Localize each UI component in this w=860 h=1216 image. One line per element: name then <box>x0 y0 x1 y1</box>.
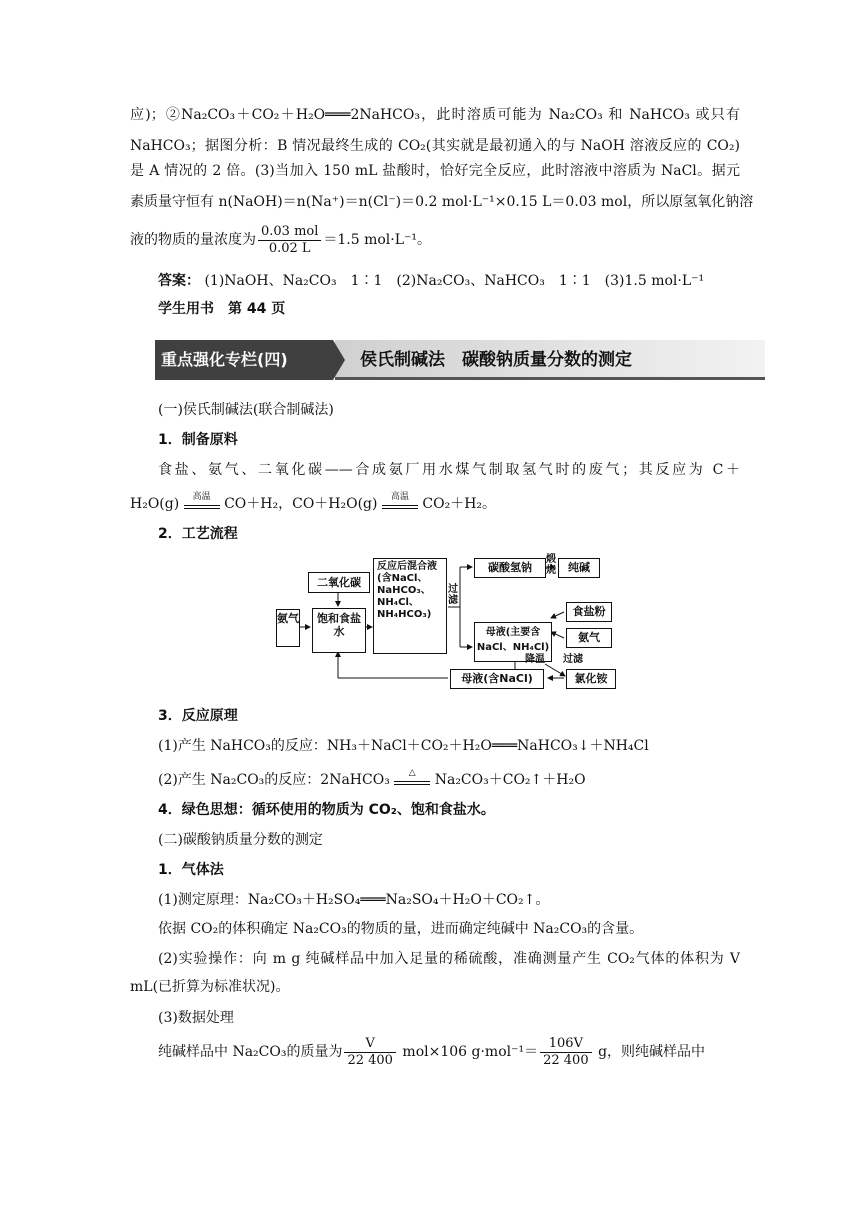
mother-liquor-nacl-box: 母液(含NaCl) <box>450 669 544 689</box>
equation-line: (1)产生 NaHCO₃的反应：NH₃＋NaCl＋CO₂＋H₂O═══NaHCO₃↓＋NH₄Cl <box>158 738 649 754</box>
paragraph-line <box>130 222 740 258</box>
equals-bar <box>382 505 418 506</box>
brine-box: 饱和食盐水 <box>312 608 366 653</box>
text-segment: (2)产生 Na₂CO₃的反应：2NaHCO₃ <box>158 772 390 788</box>
equals-bar <box>184 508 220 509</box>
paragraph-line: 依据 CO₂的体积确定 Na₂CO₃的物质的量，进而确定纯碱中 Na₂CO₃的含量。 <box>158 921 644 937</box>
fraction-numerator: V <box>344 1036 396 1053</box>
nh4cl-box: 氯化铵 <box>566 669 616 689</box>
answer-line <box>158 271 738 291</box>
paragraph-line <box>158 800 768 820</box>
paragraph-line: (2)实验操作：向 m g 纯碱样品中加入足量的稀硫酸，准确测量产生 CO₂气体的体积为 V <box>158 951 740 967</box>
text-segment: CO＋H₂，CO＋H₂O(g) <box>224 496 378 512</box>
nahco3-box: 碳酸氢钠 <box>474 558 546 578</box>
soda-box: 纯碱 <box>558 558 600 578</box>
subsection-title: 2．工艺流程 <box>158 526 238 542</box>
condition-label: 高温 <box>192 492 211 502</box>
salt-powder-box: 食盐粉 <box>566 602 612 622</box>
equals-bar <box>394 784 430 785</box>
answer-text: (1)NaOH、Na₂CO₃ 1∶1 (2)Na₂CO₃、NaHCO₃ 1∶1 (3)1.5 mol·L⁻¹ <box>204 273 705 289</box>
section-heading: (一)侯氏制碱法(联合制碱法) <box>158 402 334 418</box>
mass-fraction <box>540 1036 592 1069</box>
cooling-label: 降温 <box>525 654 545 665</box>
condition-label: 高温 <box>390 492 409 502</box>
fraction-denominator: 0.02 L <box>268 240 311 256</box>
volume-fraction <box>344 1036 396 1069</box>
reaction-condition <box>382 494 418 514</box>
paragraph-line: 应)；②Na₂CO₃＋CO₂＋H₂O═══2NaHCO₃，此时溶质可能为 Na₂CO₃ 和 NaHCO₃ 或只有 <box>130 107 740 123</box>
fraction-numerator: 106V <box>540 1036 592 1053</box>
co2-box: 二氧化碳 <box>308 572 370 593</box>
equation-line: (1)测定原理：Na₂CO₃＋H₂SO₄═══Na₂SO₄＋H₂O＋CO₂↑。 <box>158 892 550 908</box>
paragraph-line: 是 A 情况的 2 倍。(3)当加入 150 mL 盐酸时，恰好完全反应，此时溶液中溶质为 NaCl。据元 <box>130 163 740 179</box>
banner-tag: 重点强化专栏(四) <box>161 350 288 369</box>
text-segment: 纯碱样品中 Na₂CO₃的质量为 <box>158 1044 343 1060</box>
subsection-title: 1．气体法 <box>158 862 224 878</box>
reaction-condition <box>394 770 430 790</box>
paragraph-line: mL(已折算为标准状况)。 <box>130 979 290 995</box>
concentration-fraction <box>258 224 321 257</box>
condition-label: △ <box>408 768 416 778</box>
text-segment: Na₂CO₃＋CO₂↑＋H₂O <box>434 772 586 788</box>
equation-line <box>130 494 740 514</box>
text-segment: H₂O(g) <box>130 496 180 512</box>
text-segment: 液的物质的量浓度为 <box>130 232 256 248</box>
filter-label: 过滤 <box>448 584 458 606</box>
calcine-label: 煅烧 <box>546 554 556 576</box>
paragraph-line: 素质量守恒有 n(NaOH)＝n(Na⁺)＝n(Cl⁻)＝0.2 mol·L⁻¹×0.15 L＝0.03 mol，所以原氢氧化钠溶 <box>130 194 754 210</box>
mixture-box: 反应后混合液(含NaCl、NaHCO₃、NH₄Cl、NH₄HCO₃) <box>373 558 447 654</box>
page-reference: 学生用书 第 44 页 <box>158 301 286 317</box>
subsection-title: 3．反应原理 <box>158 708 238 724</box>
banner-title: 侯氏制碱法 碳酸钠质量分数的测定 <box>360 350 632 370</box>
fraction-denominator: 22 400 <box>347 1052 393 1068</box>
paragraph-line: NaHCO₃；据图分析：B 情况最终生成的 CO₂(其实就是最初通入的与 NaOH 溶液反应的 CO₂) <box>130 138 740 154</box>
fraction-denominator: 22 400 <box>543 1052 589 1068</box>
section-banner <box>155 340 765 380</box>
filter2-label: 过滤 <box>563 654 583 665</box>
equation-line <box>158 770 768 790</box>
calculation-line <box>158 1034 768 1070</box>
fraction-numerator: 0.03 mol <box>258 224 321 241</box>
green-idea-text: 4．绿色思想：循环使用的物质为 CO₂、饱和食盐水。 <box>158 802 495 818</box>
process-flow-diagram <box>270 552 620 694</box>
section-heading: (二)碳酸钠质量分数的测定 <box>158 832 323 848</box>
ammonia-box: 氨气 <box>276 609 300 647</box>
text-segment: mol×106 g·mol⁻¹＝ <box>402 1044 539 1060</box>
text-segment: ＝1.5 mol·L⁻¹。 <box>323 232 432 248</box>
equals-bar <box>184 505 220 506</box>
text-segment: CO₂＋H₂。 <box>422 496 497 512</box>
subsection-title: (3)数据处理 <box>158 1010 234 1026</box>
answer-label: 答案： <box>158 273 200 289</box>
mother-liquor-box: 母液(主要含NaCl、NH₄Cl) <box>474 622 552 662</box>
paragraph-line: 食盐、氨气、二氧化碳——合成氨厂用水煤气制取氢气时的废气；其反应为 C＋ <box>158 462 740 478</box>
reaction-condition <box>184 494 220 514</box>
equals-bar <box>382 508 418 509</box>
equals-bar <box>394 781 430 782</box>
ammonia-right-box: 氨气 <box>566 628 612 648</box>
text-segment: g，则纯碱样品中 <box>598 1044 706 1060</box>
subsection-title: 1．制备原料 <box>158 432 238 448</box>
